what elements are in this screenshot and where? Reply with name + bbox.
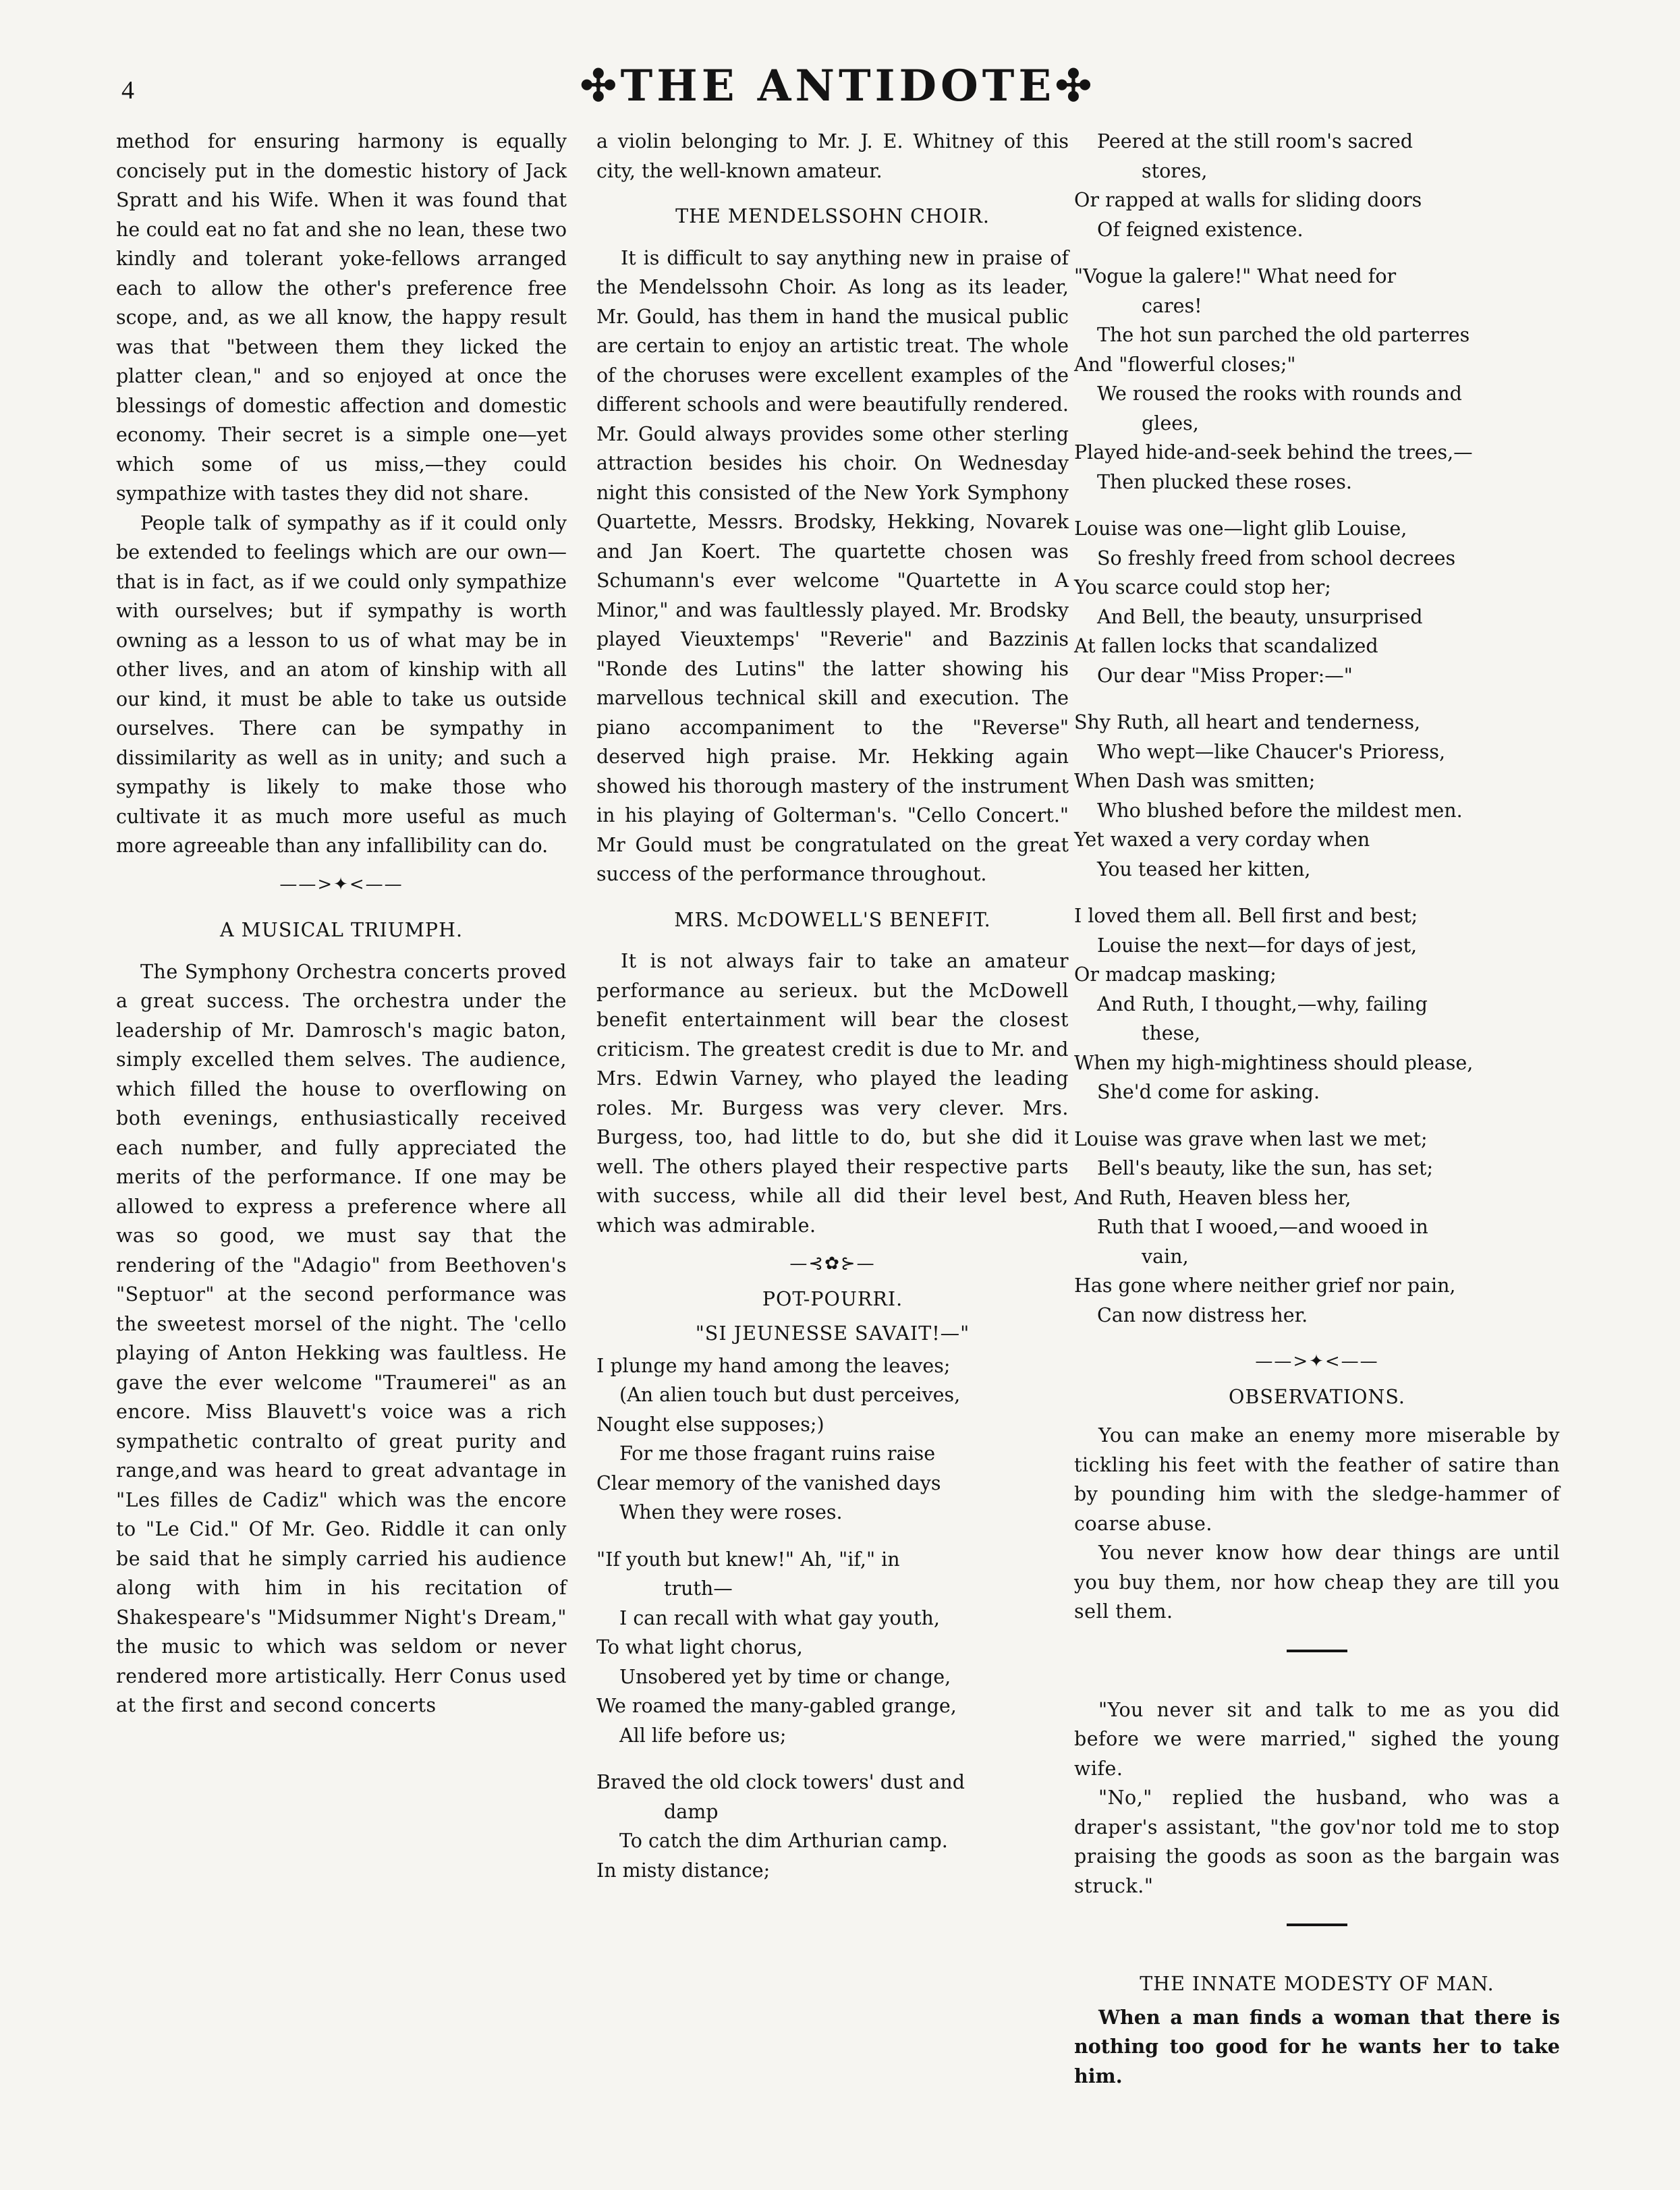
poem-stanza (596, 1351, 1069, 1527)
poem-line: And Bell, the beauty, unsurprised (1097, 605, 1423, 628)
article-paragraph: It is difficult to say anything new in praise of the Mendelssohn Choir. As long as its leader, Mr. Gould, has them in hand the musical public are certain to enjoy an artistic treat. The whole of the choruses were excellent examples of the different schools and were beautifully rendered. Mr. Gould always provides some other sterling attraction besides his choir. On Wednesday night this consisted of the New York Symphony Quartette, Messrs. Brodsky, Hekking, Novarek and Jan Koert. The quartette chosen was Schumann's ever welcome "Quartette in A Minor," and was faultlessly played. Mr. Brodsky played Vieuxtemps' "Reverie" and Bazzinis "Ronde des Lutins" the latter showing his marvellous technical skill and execution. The piano accompaniment to the "Reverse" deserved high praise. Mr. Hekking again showed his thorough mastery of the instrument in his playing of Golterman's. "Cello Concert." Mr Gould must be congratulated on the great success of the performance throughout. (596, 246, 1069, 885)
page-number: 4 (121, 76, 134, 105)
poem-line: We roused the rooks with rounds and (1097, 383, 1462, 405)
poem-line: She'd come for asking. (1097, 1081, 1320, 1103)
poem-line: We roamed the many-gabled grange, (596, 1695, 957, 1717)
poem-line: Bell's beauty, like the sun, has set; (1097, 1157, 1434, 1179)
poem-line: When Dash was smitten; (1074, 770, 1316, 792)
poem-line: At fallen locks that scandalized (1074, 635, 1378, 657)
section-heading: THE MENDELSSOHN CHOIR. (675, 205, 990, 227)
poem-line: cares! (1142, 294, 1202, 317)
poem-line: Unsobered yet by time or change, (619, 1665, 951, 1688)
poem-line: You scarce could stop her; (1074, 576, 1331, 598)
poem-line: "Vogue la galere!" What need for (1074, 265, 1397, 287)
poem-line: Played hide-and-seek behind the trees,— (1074, 441, 1473, 464)
poem-line: Louise was grave when last we met; (1074, 1127, 1428, 1150)
poem-line: Louise the next—for days of jest, (1097, 934, 1418, 957)
poem-line: I can recall with what gay youth, (619, 1606, 940, 1629)
poem-stanza (1074, 1125, 1560, 1330)
poem-line: Who blushed before the mildest men. (1097, 799, 1463, 822)
article-paragraph: People talk of sympathy as if it could only be extended to feelings which are our own—that is in fact, as if we could only sympathize with ourselves; but if sympathy is worth owning as a lesson to us of what may be in other lives, and an atom of kinship with all our kind, it must be able to take us outside ourselves. There can be sympathy in dissimilarity as well as in unity; and such a sympathy is likely to make those who cultivate it as much more useful as much more agreeable than any infallibility can do. (116, 511, 567, 857)
poem-line: Then plucked these roses. (1097, 470, 1352, 493)
poem-line: All life before us; (619, 1724, 787, 1747)
poem-line: Or rapped at walls for sliding doors (1074, 189, 1422, 211)
poem-stanza (596, 1545, 1069, 1751)
poem-line: truth— (664, 1577, 733, 1600)
poem-line: damp (664, 1800, 719, 1823)
poem-line: In misty distance; (596, 1859, 771, 1882)
poem-line: When they were roses. (619, 1501, 843, 1523)
poem-line: Clear memory of the vanished days (596, 1471, 941, 1494)
poem-line: Can now distress her. (1097, 1303, 1308, 1326)
divider-rule (1287, 1924, 1347, 1926)
poem-line: The hot sun parched the old parterres (1097, 324, 1470, 346)
poem-line: Or madcap masking; (1074, 963, 1277, 986)
poem-line: For me those fragant ruins raise (619, 1442, 936, 1465)
poem-stanza (1074, 127, 1560, 244)
poem-line: Of feigned existence. (1097, 218, 1304, 241)
poem-line: stores, (1142, 159, 1208, 182)
poem-line: (An alien touch but dust perceives, (619, 1384, 961, 1406)
ornament-divider: —⊰✿⊱— (789, 1254, 876, 1274)
section-heading: A MUSICAL TRIUMPH. (219, 919, 463, 941)
poem-line: Peered at the still room's sacred (1097, 130, 1413, 152)
poem-line: "If youth but knew!" Ah, "if," in (596, 1548, 900, 1571)
divider-rule (1287, 1650, 1347, 1652)
section-heading: POT-POURRI. (762, 1287, 903, 1310)
ornament-divider: ——>✦<—— (279, 874, 403, 895)
poem-stanza (1074, 708, 1560, 884)
poem-title: "SI JEUNESSE SAVAIT!—" (695, 1322, 970, 1345)
poem-line: Nought else supposes;) (596, 1413, 824, 1436)
poem-line: So freshly freed from school decrees (1097, 546, 1456, 569)
poem-line: And Ruth, I thought,—why, failing (1097, 992, 1428, 1015)
column-2 (596, 127, 1069, 1903)
poem-stanza (1074, 514, 1560, 690)
ornament-divider: ——>✦<—— (1255, 1351, 1379, 1372)
article-paragraph: The Symphony Orchestra concerts proved a great success. The orchestra under the leadership of Mr. Damrosch's magic baton, simply excelled them selves. The audience, which filled the house to overflowing on both evenings, enthusiastically received each number, and fully appreciated the merits of the performance. If one may be allowed to express a preference where all was so good, we must say that the rendering of the "Adagio" from Beethoven's "Septuor" at the second performance was the sweetest morsel of the night. The 'cello playing of Anton Hekking was faultless. He gave the ever welcome "Traumerei" as an encore. Miss Blauvett's voice was a rich sympathetic contralto of great purity and range,and was heard to great advantage in "Les filles de Cadiz" which was the encore to "Le Cid." Of Mr. Geo. Riddle it can only be said that he simply carried his audience along with him in his recitation of Shakespeare's "Midsummer Night's Dream," the music to which was seldom or never rendered more artistically. Herr Conus used at the first and second concerts (116, 960, 567, 1716)
poem-line: Louise was one—light glib Louise, (1074, 517, 1407, 540)
section-heading: OBSERVATIONS. (1229, 1385, 1405, 1408)
poem-stanza (1074, 262, 1560, 497)
poem-line: Braved the old clock towers' dust and (596, 1771, 965, 1793)
masthead-title: ✣THE ANTIDOTE✣ (580, 61, 1096, 111)
poem-line: I loved them all. Bell first and best; (1074, 905, 1418, 927)
poem-line: glees, (1142, 412, 1199, 434)
section-heading: THE INNATE MODESTY OF MAN. (1140, 1973, 1494, 1995)
poem-line: these, (1142, 1022, 1201, 1044)
poem-line: You teased her kitten, (1097, 858, 1311, 880)
poem-line: vain, (1142, 1245, 1189, 1268)
poem-line: Has gone where neither grief nor pain, (1074, 1274, 1456, 1297)
poem-line: Who wept—like Chaucer's Prioress, (1097, 740, 1446, 763)
poem-line: And Ruth, Heaven bless her, (1074, 1186, 1351, 1209)
column-3 (1074, 127, 1560, 2091)
article-paragraph: When a man finds a woman that there is nothing too good for he wants her to take him. (1074, 2005, 1560, 2087)
poem-stanza (1074, 901, 1560, 1107)
poem-line: To catch the dim Arthurian camp. (619, 1830, 948, 1852)
article-paragraph: You can make an enemy more miserable by tickling his feet with the feather of satire than by pounding him with the sledge-hammer of coarse abuse. (1074, 1424, 1560, 1535)
article-paragraph: method for ensuring harmony is equally concisely put in the domestic history of Jack Spratt and his Wife. When it was found that he could eat no fat and she no lean, these two kindly and tolerant yoke-fellows arranged each to allow the other's preference free scope, and, as we all know, the happy result was that "between them they licked the platter clean," and so enjoyed at once the blessings of domestic affection and domestic economy. Their secret is a simple one—yet which some of us miss,—they could sympathize with tastes they did not share. (116, 130, 567, 505)
poem-line: When my high-mightiness should please, (1074, 1051, 1474, 1074)
poem-line: Ruth that I wooed,—and wooed in (1097, 1216, 1428, 1238)
poem-line: Shy Ruth, all heart and tenderness, (1074, 711, 1420, 733)
article-paragraph: "No," replied the husband, who was a draper's assistant, "the gov'nor told me to stop praising the goods as soon as the bargain was struck." (1074, 1787, 1560, 1897)
poem-stanza (596, 1768, 1069, 1885)
article-paragraph: It is not always fair to take an amateur performance au serieux. but the McDowell benefit entertainment will bear the closest criticism. The greatest credit is due to Mr. and Mrs. Edwin Varney, who played the leading roles. Mr. Burgess was very clever. Mrs. Burgess, too, had little to do, but she did it well. The others played their respective parts with success, while all did their level best, which was admirable. (596, 950, 1069, 1237)
poem-line: To what light chorus, (596, 1636, 803, 1658)
article-paragraph: "You never sit and talk to me as you did before we were married," sighed the young wife. (1074, 1698, 1560, 1780)
article-paragraph: You never know how dear things are until you buy them, nor how cheap they are till you sell them. (1074, 1542, 1560, 1623)
poem-line: Our dear "Miss Proper:—" (1097, 664, 1353, 687)
poem-line: Yet waxed a very corday when (1074, 829, 1370, 851)
article-paragraph: a violin belonging to Mr. J. E. Whitney of this city, the well-known amateur. (596, 130, 1069, 182)
poem-line: I plunge my hand among the leaves; (596, 1354, 951, 1377)
column-1 (116, 127, 567, 1720)
section-heading: MRS. McDOWELL'S BENEFIT. (674, 908, 991, 931)
poem-line: And "flowerful closes;" (1074, 353, 1296, 376)
